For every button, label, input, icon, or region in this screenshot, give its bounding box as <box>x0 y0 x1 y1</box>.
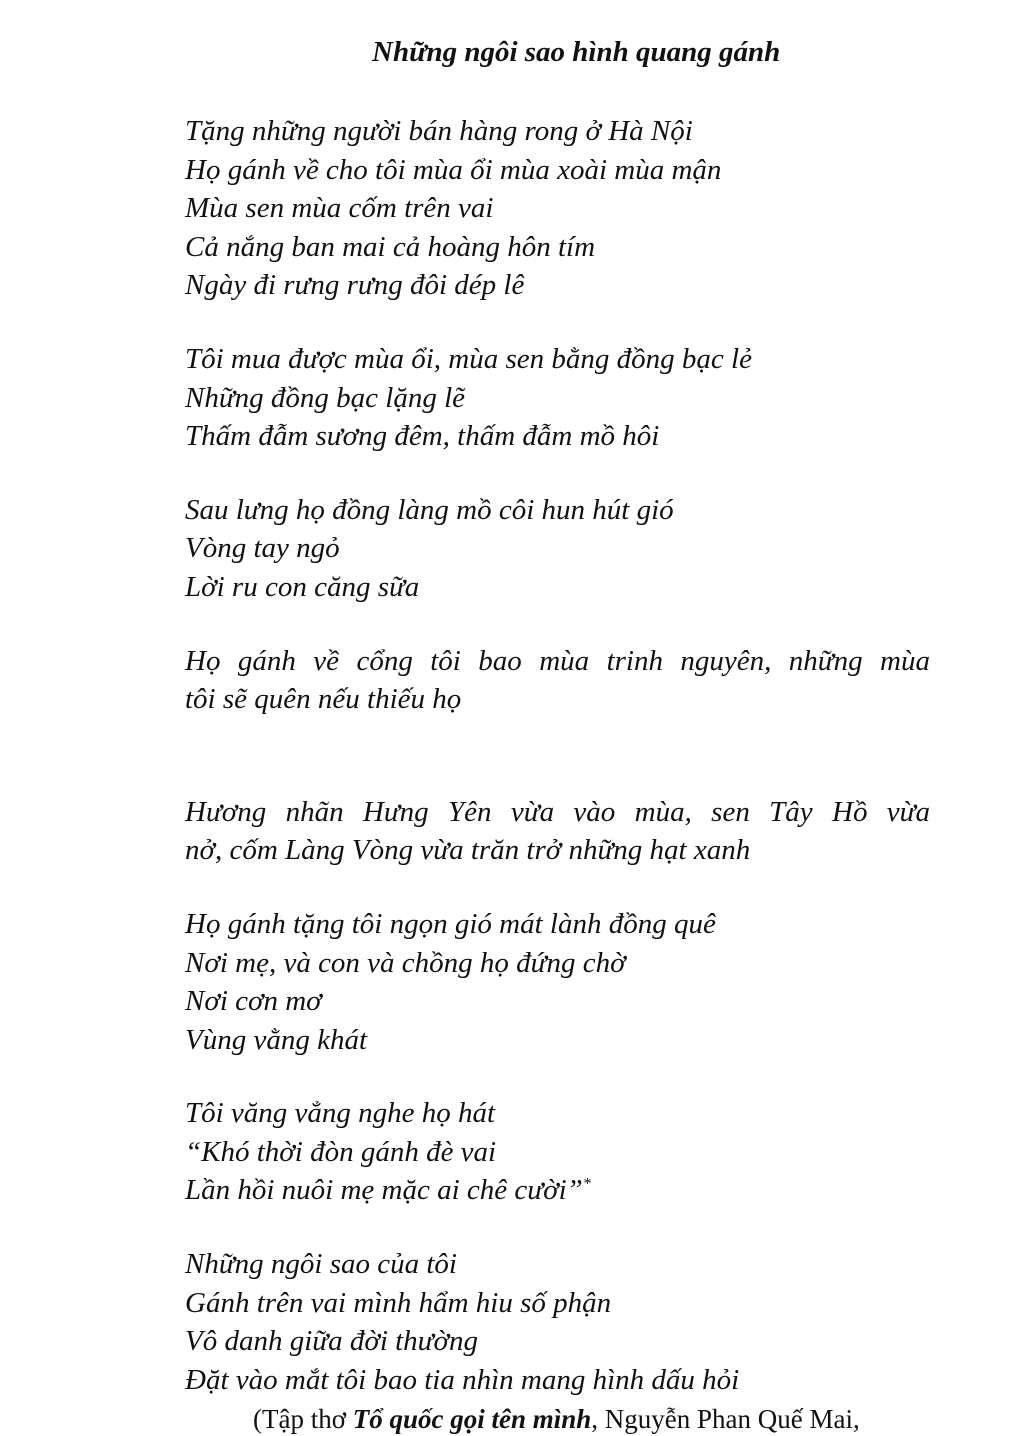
poem-line: Đặt vào mắt tôi bao tia nhìn mang hình dấu hỏi <box>185 1363 740 1396</box>
stanza-2 <box>185 340 930 456</box>
poem-body <box>185 112 930 1434</box>
poem-line: Họ gánh về cho tôi mùa ổi mùa xoài mùa mận <box>185 153 722 186</box>
poem-line-with-footnote <box>185 1171 930 1210</box>
poem-line: Nơi mẹ, và con và chồng họ đứng chờ <box>185 946 626 979</box>
poem-line: Cả nắng ban mai cả hoàng hôn tím <box>185 230 596 263</box>
poem-line: Những đồng bạc lặng lẽ <box>185 381 466 414</box>
poem-line: Mùa sen mùa cốm trên vai <box>185 192 494 225</box>
source-citation <box>253 1404 860 1435</box>
poem-line: Những ngôi sao của tôi <box>185 1248 457 1281</box>
poem-line: Hương nhãn Hưng Yên vừa vào mùa, sen Tây Hồ vừa <box>185 795 930 828</box>
poem-line: Tôi mua được mùa ổi, mùa sen bằng đồng bạc lẻ <box>185 342 752 375</box>
dedication-line: Tặng những người bán hàng rong ở Hà Nội <box>185 115 693 147</box>
poem-line: Tôi văng vẳng nghe họ hát <box>185 1097 496 1130</box>
stanza-4 <box>185 642 930 719</box>
poem-title: Những ngôi sao hình quang gánh <box>372 36 781 68</box>
stanza-5 <box>185 793 930 870</box>
poem-line: Họ gánh về cổng tôi bao mùa trinh nguyên, những mùa <box>185 644 930 677</box>
poem-line: Lời ru con căng sữa <box>185 570 420 603</box>
source-book-title: Tổ quốc gọi tên mình <box>352 1404 592 1434</box>
poem-line: Gánh trên vai mình hẩm hiu số phận <box>185 1286 612 1319</box>
poem-line: Vùng vằng khát <box>185 1023 368 1056</box>
source-suffix: , Nguyễn Phan Quế Mai, <box>591 1404 860 1434</box>
poem-line: Ngày đi rưng rưng đôi dép lê <box>185 269 525 302</box>
stanza-6 <box>185 905 930 1059</box>
stanza-1 <box>185 112 930 305</box>
source-prefix: (Tập thơ <box>253 1404 353 1434</box>
poem-line: Họ gánh tặng tôi ngọn gió mát lành đồng quê <box>185 907 716 940</box>
poem-line: nở, cốm Làng Vòng vừa trăn trở những hạt xanh <box>185 834 751 867</box>
poem-line: Thấm đẫm sương đêm, thấm đẫm mồ hôi <box>185 420 660 453</box>
poem-line: Vòng tay ngỏ <box>185 532 340 565</box>
stanza-8 <box>185 1245 930 1399</box>
stanza-3 <box>185 491 930 607</box>
poem-line-text: Lần hồi nuôi mẹ mặc ai chê cười” <box>185 1174 583 1207</box>
poem-line: Nơi cơn mơ <box>185 985 322 1018</box>
poem-line: Vô danh giữa đời thường <box>185 1325 478 1358</box>
footnote-marker: * <box>582 1175 591 1193</box>
poem-line: Sau lưng họ đồng làng mồ côi hun hút gió <box>185 493 674 526</box>
poem-line: “Khó thời đòn gánh đè vai <box>185 1135 497 1168</box>
poem-line: tôi sẽ quên nếu thiếu họ <box>185 683 462 716</box>
stanza-7 <box>185 1094 930 1210</box>
